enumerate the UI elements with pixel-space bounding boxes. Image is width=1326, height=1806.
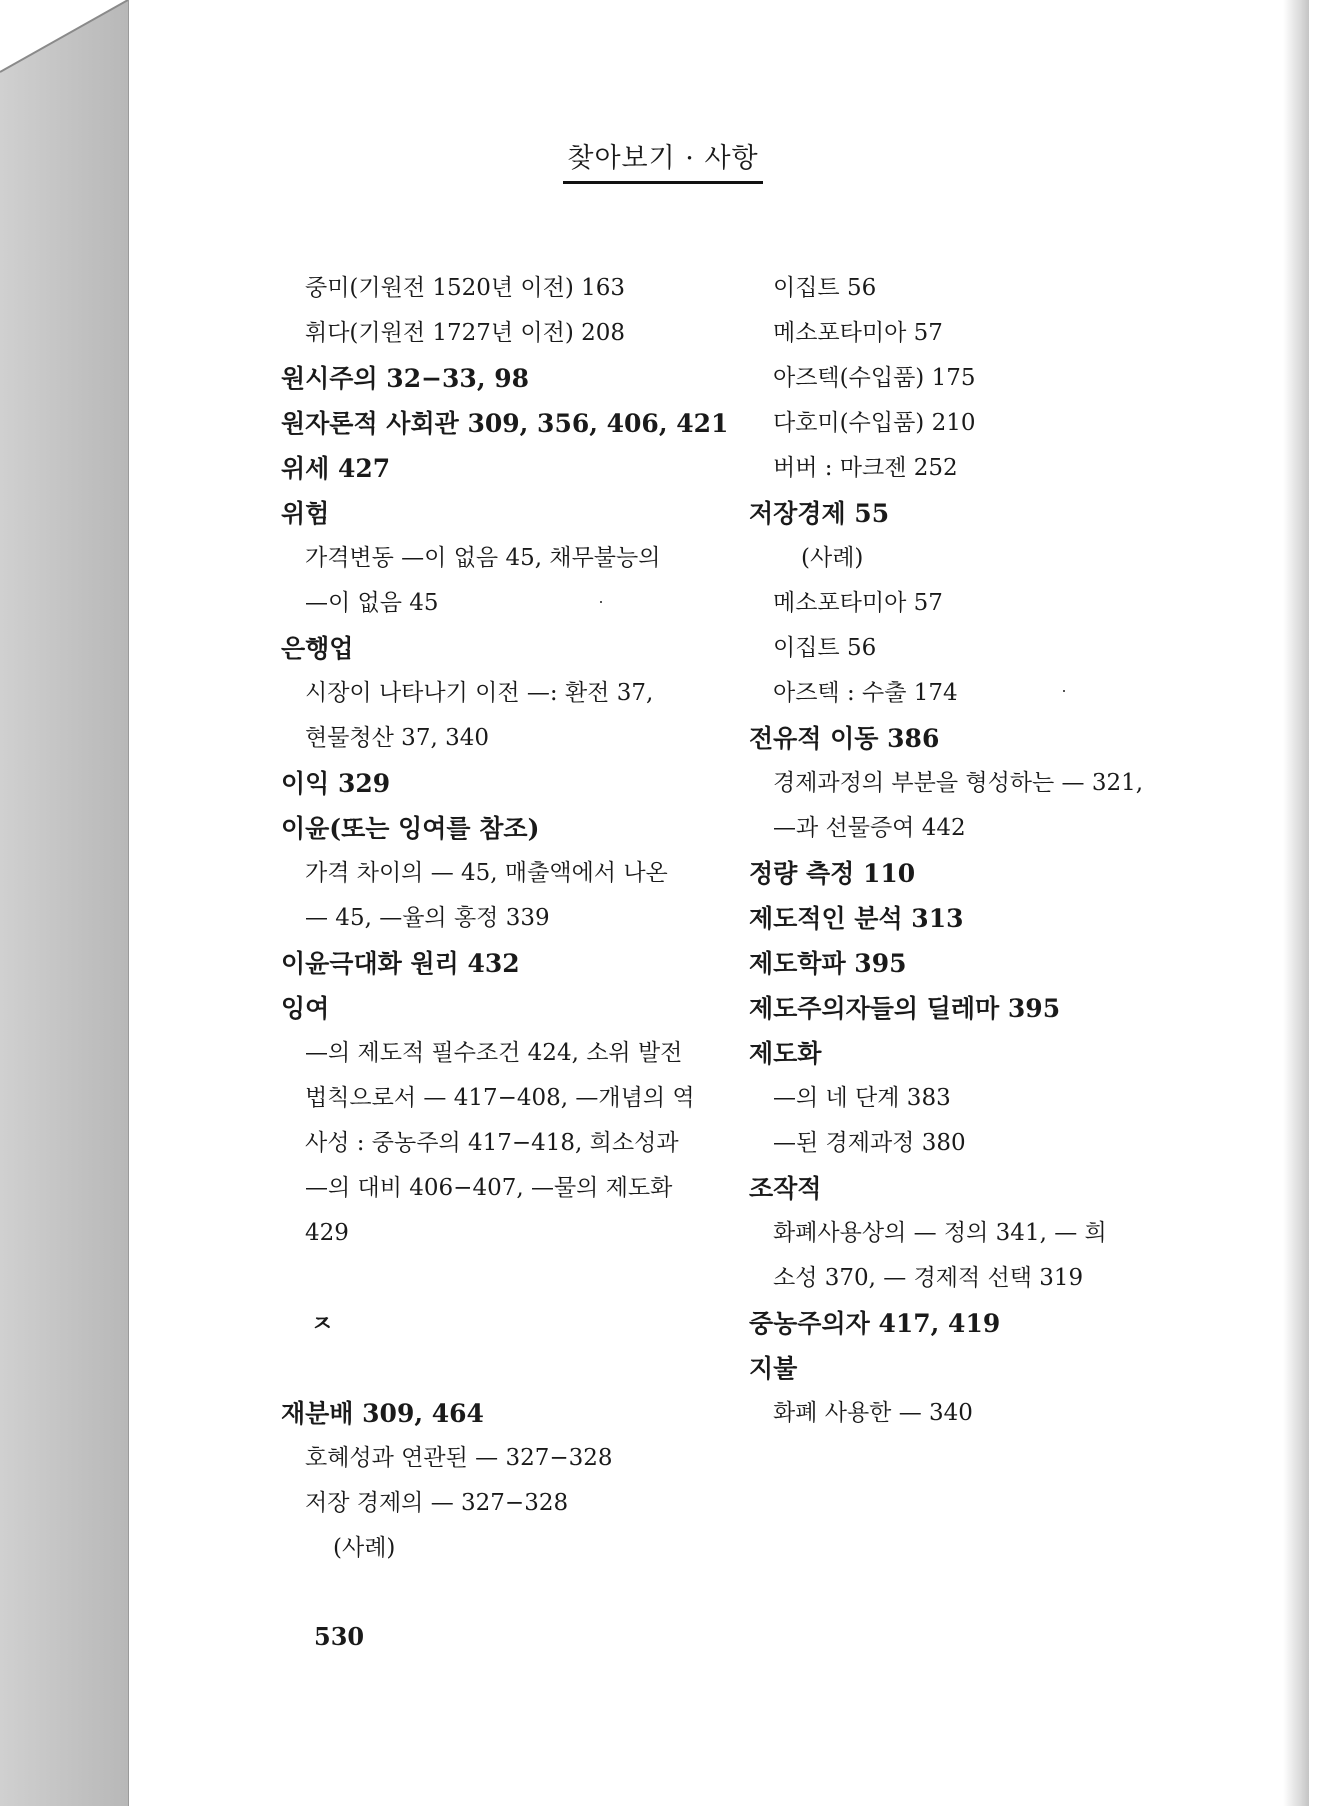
index-subentry: 이집트 56 (773, 275, 877, 301)
index-heading: 원시주의 32−33, 98 (281, 364, 530, 393)
index-heading: 지불 (749, 1354, 798, 1383)
index-heading: 전유적 이동 386 (749, 724, 940, 753)
index-subentry: 가격변동 —이 없음 45, 채무불능의 (305, 545, 661, 571)
index-subentry: 화폐 사용한 — 340 (773, 1400, 973, 1426)
index-subentry: 버버 : 마크젠 252 (773, 455, 958, 481)
index-subentry: 아즈텍 : 수출 174 (773, 680, 958, 706)
index-heading: 이윤(또는 잉여를 참조) (281, 814, 540, 843)
index-subentry: —의 대비 406−407, —물의 제도화 (305, 1175, 673, 1201)
speck-mark (1063, 690, 1065, 692)
index-heading: 정량 측정 110 (749, 859, 916, 888)
index-subentry: 이집트 56 (773, 635, 877, 661)
index-subentry: 가격 차이의 — 45, 매출액에서 나온 (305, 860, 668, 886)
index-heading: 이윤극대화 원리 432 (281, 949, 520, 978)
index-subentry: (사례) (801, 545, 864, 571)
index-subentry: —의 네 단계 383 (773, 1085, 951, 1111)
index-subentry: — 45, —율의 홍정 339 (305, 905, 550, 931)
index-subentry: 법칙으로서 — 417−408, —개념의 역 (305, 1085, 695, 1111)
index-heading: 제도화 (749, 1039, 822, 1068)
index-subentry: —이 없음 45 (305, 590, 439, 616)
index-heading: 은행업 (281, 634, 354, 663)
index-heading: 잉여 (281, 994, 330, 1023)
index-subentry: 아즈텍(수입품) 175 (773, 365, 976, 391)
index-column-left (281, 266, 751, 1571)
page-number: 530 (314, 1622, 365, 1651)
index-subentry: 소성 370, — 경제적 선택 319 (773, 1265, 1084, 1291)
speck-mark (600, 601, 602, 603)
index-heading: 위세 427 (281, 454, 391, 483)
spacer (281, 1346, 751, 1391)
index-subentry: —의 제도적 필수조건 424, 소위 발전 (305, 1040, 683, 1066)
index-subentry: 사성 : 중농주의 417−418, 희소성과 (305, 1130, 679, 1156)
index-column-right (749, 266, 1219, 1436)
index-heading: 재분배 309, 464 (281, 1399, 484, 1428)
index-subentry: (사례) (333, 1535, 396, 1561)
index-heading: 제도주의자들의 딜레마 395 (749, 994, 1061, 1023)
index-subentry: 휘다(기원전 1727년 이전) 208 (305, 320, 626, 346)
index-subentry: 화폐사용상의 — 정의 341, — 희 (773, 1220, 1107, 1246)
index-subentry: 호혜성과 연관된 — 327−328 (305, 1445, 613, 1471)
spacer (281, 1256, 751, 1301)
index-subentry: 다호미(수입품) 210 (773, 410, 976, 436)
index-subentry: 시장이 나타나기 이전 —: 환전 37, (305, 680, 654, 706)
index-heading: 조작적 (749, 1174, 822, 1203)
index-heading: 중농주의자 417, 419 (749, 1309, 1001, 1338)
index-heading: 원자론적 사회관 309, 356, 406, 421 (281, 409, 729, 438)
index-subentry: 저장 경제의 — 327−328 (305, 1490, 569, 1516)
page-edge-shadow (1283, 0, 1309, 1806)
book-spine (0, 0, 130, 1806)
index-subentry: 메소포타미아 57 (773, 590, 943, 616)
index-heading: 이익 329 (281, 769, 391, 798)
index-heading: 위험 (281, 499, 330, 528)
index-subentry: —과 선물증여 442 (773, 815, 966, 841)
index-subentry: 현물청산 37, 340 (305, 725, 489, 751)
page-title-text: 찾아보기 · 사항 (563, 136, 762, 184)
index-heading: 저장경제 55 (749, 499, 890, 528)
index-subentry: 429 (305, 1220, 349, 1246)
page-title (0, 136, 1326, 184)
index-subentry: 경제과정의 부분을 형성하는 — 321, (773, 770, 1144, 796)
index-heading: 제도적인 분석 313 (749, 904, 964, 933)
index-subentry: —된 경제과정 380 (773, 1130, 966, 1156)
section-letter: ㅈ (311, 1310, 334, 1337)
index-subentry: 메소포타미아 57 (773, 320, 943, 346)
index-subentry: 중미(기원전 1520년 이전) 163 (305, 275, 626, 301)
index-heading: 제도학파 395 (749, 949, 907, 978)
